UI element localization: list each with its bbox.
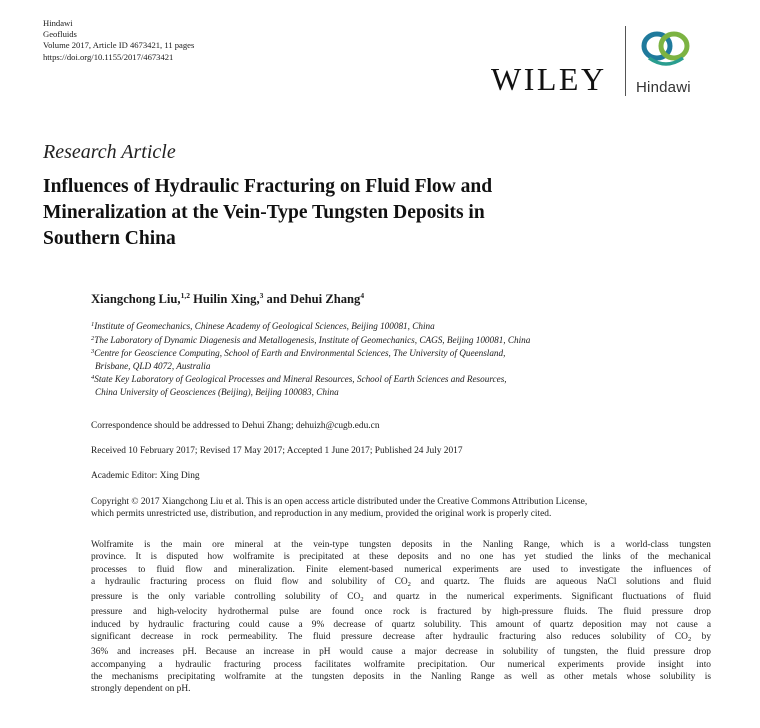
author-affil-ref: 3 (259, 291, 264, 300)
article-type: Research Article (43, 141, 176, 163)
affiliation-line: Brisbane, QLD 4072, Australia (95, 360, 211, 371)
abstract-text: and quartz. The fluids are aqueous NaCl solutions and fluid (410, 576, 712, 587)
author-name[interactable]: and Dehui Zhang (266, 292, 361, 306)
abstract-line (91, 683, 711, 695)
abstract-text: accompanying a hydraulic fracturing process facilitates wolframite precipitation. Our numerical experiments provide insight into (91, 659, 711, 670)
title-line: Mineralization at the Vein-Type Tungsten Deposits in (43, 202, 485, 223)
abstract-line (91, 606, 711, 618)
logo-divider (625, 26, 626, 96)
abstract-text: by (691, 632, 712, 643)
subscript: 2 (360, 596, 364, 604)
doi-link[interactable]: https://doi.org/10.1155/2017/4673421 (43, 51, 174, 62)
abstract-line (91, 551, 711, 563)
copyright-line: which permits unrestricted use, distribution, and reproduction in any medium, provided the original work is properly cited. (91, 509, 552, 520)
affiliation-line: $^3$Centre for Geoscience Computing, School of Earth and Environmental Sciences, The University of Queensland, (91, 348, 506, 359)
abstract-text: and quartz in the numerical experiments. Significant fluctuations of fluid (363, 592, 711, 603)
correspondence: Correspondence should be addressed to Dehui Zhang; dehuizh@cugb.edu.cn (91, 421, 380, 431)
hindawi-logo-text: Hindawi (636, 79, 691, 96)
journal-name: Geofluids (43, 29, 77, 40)
author-list (91, 291, 364, 307)
abstract-text: strongly dependent on pH. (91, 684, 191, 695)
author-affil-ref: 1,2 (180, 291, 190, 300)
abstract-text: pressure and high-velocity hydrothermal pulse are found once rock is fractured by high-pressure fluids. The fluid pressure drop (91, 607, 711, 618)
abstract-text: Wolframite is the main ore mineral at the vein-type tungsten deposits in the Nanling Range, which is a world-class tungsten (91, 540, 711, 550)
title-line: Influences of Hydraulic Fracturing on Fluid Flow and (43, 176, 493, 197)
academic-editor: Academic Editor: Xing Ding (91, 471, 200, 481)
abstract-line (91, 591, 711, 606)
abstract-line (91, 659, 711, 671)
volume-info: Volume 2017, Article ID 4673421, 11 pages (43, 40, 195, 51)
affiliation-line: $^1$Institute of Geomechanics, Chinese Academy of Geological Sciences, Beijing 100081, China (91, 321, 435, 331)
abstract-text: province. It is disputed how wolframite is precipitated at these deposits and no one has yet studied the links of the mechanical (91, 552, 711, 563)
copyright-line: Copyright © 2017 Xiangchong Liu et al. This is an open access article distributed under the Creative Commons Attribution License, (91, 497, 588, 507)
hindawi-logo-icon (640, 26, 692, 70)
copyright-notice (91, 496, 711, 521)
abstract-line (91, 646, 711, 658)
abstract-line (91, 539, 711, 551)
publication-dates: Received 10 February 2017; Revised 17 May 2017; Accepted 1 June 2017; Published 24 July 2017 (91, 446, 463, 456)
affiliations (91, 319, 530, 399)
affiliation-line: $^4$State Key Laboratory of Geological Processes and Mineral Resources, School of Earth Sciences and Resources, (91, 374, 507, 385)
author-affil-ref: 4 (360, 291, 365, 300)
abstract-line (91, 671, 711, 683)
abstract-text: a hydraulic fracturing process on fluid flow and solubility of CO (91, 576, 408, 587)
abstract-text: induced by hydraulic fracturing could cause a 9% decrease of quartz solubility. This amount of quartz deposition may not cause a (91, 619, 711, 630)
article-title (43, 174, 643, 252)
subscript: 2 (687, 636, 692, 644)
affiliation-line: $^2$The Laboratory of Dynamic Diagenesis and Metallogenesis, Institute of Geomechanics, CAGS, Beijing 100081, China (91, 334, 531, 345)
abstract-text: the mechanisms precipitating wolframite at the tungsten deposits in the Nanling Range as well as other metals whose solubility is (91, 671, 711, 682)
affiliation-line: China University of Geosciences (Beijing), Beijing 100083, China (95, 386, 339, 397)
subscript: 2 (407, 580, 411, 588)
journal-meta (43, 18, 194, 63)
author-name[interactable]: Huilin Xing, (193, 292, 260, 306)
abstract-text: processes to fluid flow and mineralization. Finite element-based numerical experiments are used to investigate the influences of (91, 564, 711, 575)
abstract-line (91, 619, 711, 631)
abstract-line (91, 576, 711, 591)
wiley-logo: WILEY (491, 61, 607, 97)
abstract-line (91, 564, 711, 576)
abstract (91, 539, 711, 696)
abstract-text: pressure is the only variable controlling solubility of CO (91, 592, 361, 603)
abstract-line (91, 631, 711, 646)
abstract-text: significant decrease in rock permeability. The fluid pressure decrease after hydraulic fracturing also reduces solubility of CO (91, 632, 688, 643)
title-line: Southern China (43, 228, 176, 249)
author-name[interactable]: Xiangchong Liu, (91, 292, 181, 306)
publisher-name: Hindawi (43, 18, 73, 28)
abstract-text: 36% and increases pH. Because an increase in pH would cause a major decrease in solubility of tungsten, the fluid pressure drop (91, 647, 711, 658)
